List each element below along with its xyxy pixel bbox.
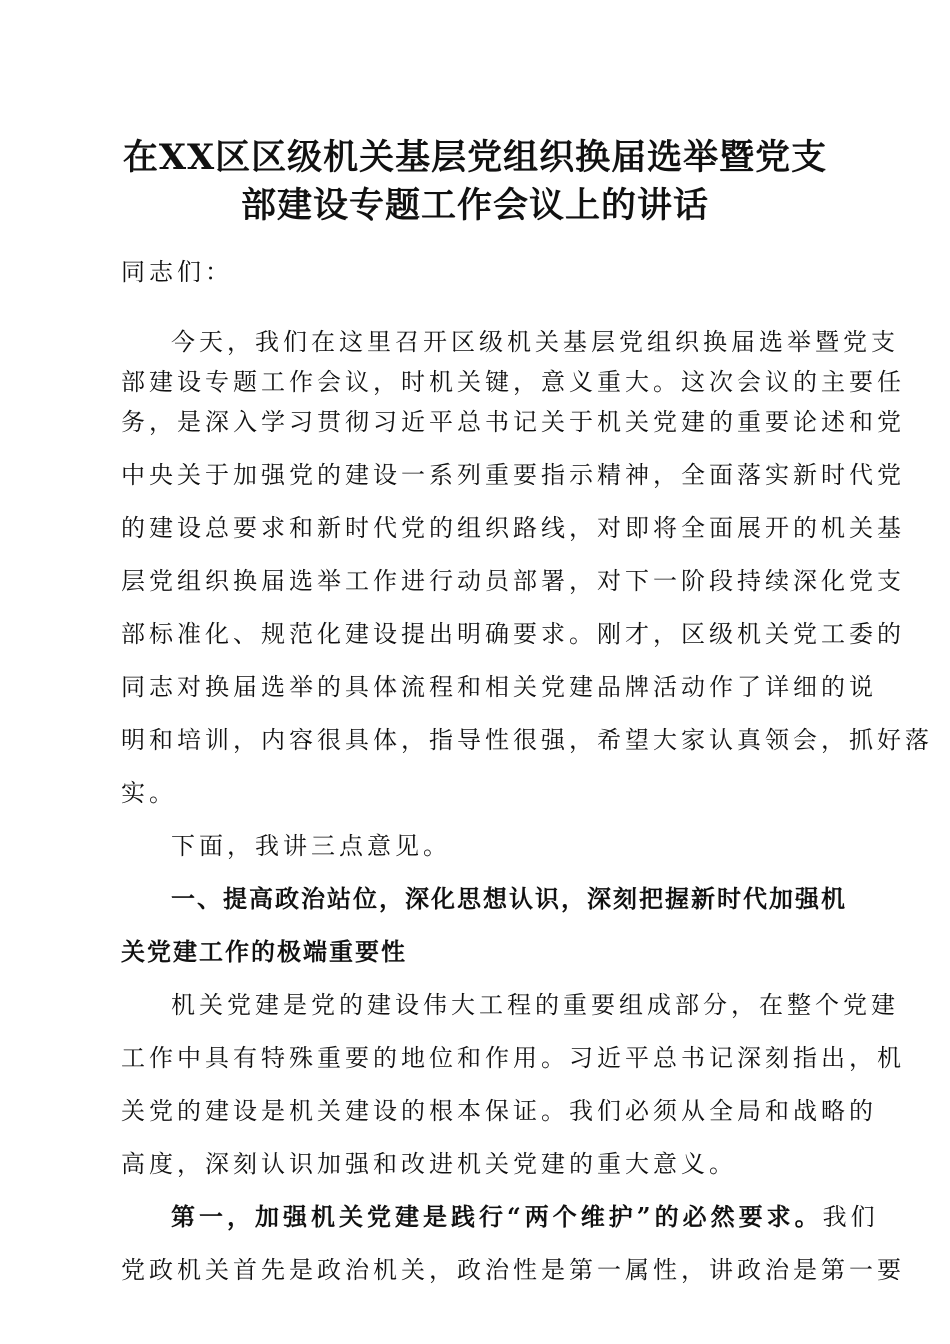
point-lead-rest: 我们: [822, 1203, 879, 1231]
paragraph-line: 关党的建设是机关建设的根本保证。我们必须从全局和战略的: [121, 1097, 877, 1125]
section-heading-line-2: 关党建工作的极端重要性: [121, 938, 407, 966]
paragraph-line: 明和培训，内容很具体，指导性很强，希望大家认真领会，抓好落: [121, 726, 933, 754]
document-title-line-1: 在XX区区级机关基层党组织换届选举暨党支: [122, 137, 828, 178]
paragraph-line: 实。: [121, 779, 177, 807]
paragraph-line: 工作中具有特殊重要的地位和作用。习近平总书记深刻指出，机: [121, 1044, 905, 1072]
paragraph-line: [121, 1197, 879, 1237]
document-title-line-2: 部建设专题工作会议上的讲话: [240, 185, 709, 226]
salutation: 同志们：: [121, 258, 233, 286]
point-lead: 第一，加强机关党建是践行“两个维护”的必然要求。: [171, 1202, 823, 1231]
paragraph-line: 的建设总要求和新时代党的组织路线，对即将全面展开的机关基: [121, 514, 905, 542]
paragraph-line: 高度，深刻认识加强和改进机关党建的重大意义。: [121, 1150, 737, 1178]
paragraph-line: 今天，我们在这里召开区级机关基层党组织换届选举暨党支: [171, 328, 899, 356]
paragraph-line: 下面，我讲三点意见。: [171, 832, 451, 860]
paragraph-line: 机关党建是党的建设伟大工程的重要组成部分，在整个党建: [171, 991, 899, 1019]
paragraph-line: 同志对换届选举的具体流程和相关党建品牌活动作了详细的说: [121, 673, 877, 701]
paragraph-line: 中央关于加强党的建设一系列重要指示精神，全面落实新时代党: [121, 461, 905, 489]
paragraph-line: 部建设专题工作会议，时机关键，意义重大。这次会议的主要任: [121, 368, 905, 396]
paragraph-line: 党政机关首先是政治机关，政治性是第一属性，讲政治是第一要: [121, 1256, 905, 1284]
paragraph-line: 务，是深入学习贯彻习近平总书记关于机关党建的重要论述和党: [121, 408, 905, 436]
paragraph-line: 层党组织换届选举工作进行动员部署，对下一阶段持续深化党支: [121, 567, 905, 595]
section-heading-line-1: 一、提高政治站位，深化思想认识，深刻把握新时代加强机: [171, 885, 847, 913]
paragraph-line: 部标准化、规范化建设提出明确要求。刚才，区级机关党工委的: [121, 620, 905, 648]
